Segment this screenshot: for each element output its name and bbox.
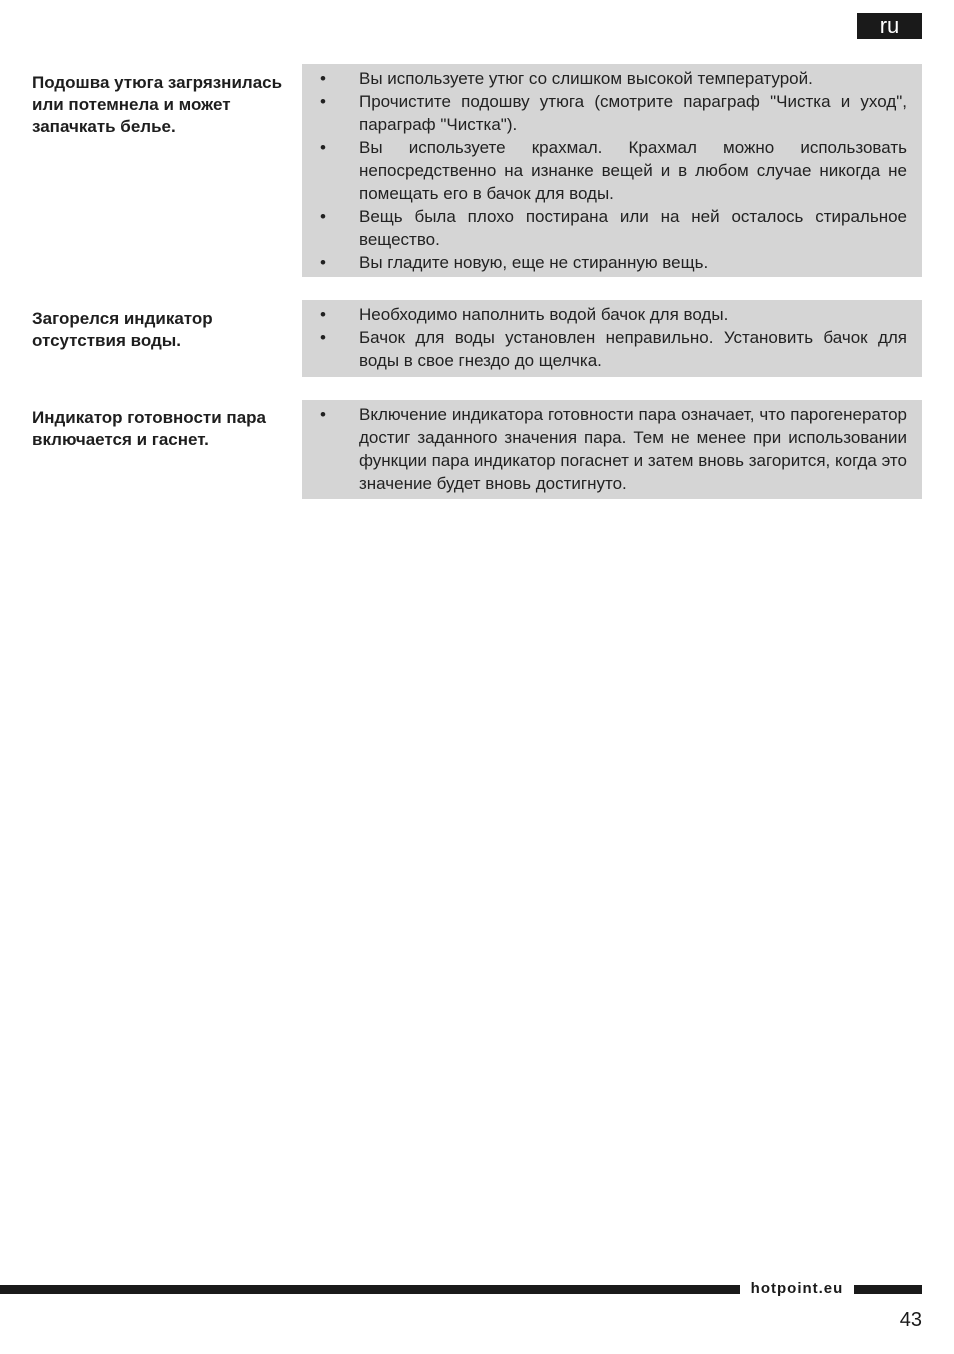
bullet-icon: •	[320, 207, 326, 226]
footer-rule-right	[854, 1285, 922, 1294]
bullet-icon: •	[320, 69, 326, 88]
bullet-icon: •	[320, 305, 326, 324]
solution-text: Вещь была плохо постирана или на ней осталось стиральное вещество.	[359, 207, 907, 249]
solution-item	[317, 326, 907, 372]
solution-text: Вы используете крахмал. Крахмал можно использовать непосредственно на изнанке вещей и в любом случае никогда не помещать его в бачок для воды.	[359, 138, 907, 203]
page-number: 43	[899, 1309, 922, 1331]
solution-item	[317, 67, 907, 90]
bullet-icon: •	[320, 253, 326, 272]
solution-item	[317, 205, 907, 251]
solution-list	[317, 403, 907, 495]
solution-text: Прочистите подошву утюга (смотрите параграф "Чистка и уход", параграф "Чистка").	[359, 92, 907, 134]
footer-rule-left	[0, 1285, 740, 1294]
solution-item	[317, 136, 907, 205]
solution-text: Бачок для воды установлен неправильно. Установить бачок для воды в свое гнездо до щелчка.	[359, 328, 907, 370]
solution-list	[317, 67, 907, 274]
bullet-icon: •	[320, 92, 326, 111]
bullet-icon: •	[320, 405, 326, 424]
solution-text: Включение индикатора готовности пара означает, что парогенератор достиг заданного значения пара. Тем не менее при использовании функции пара индикатор погаснет и затем вновь загорится, когда это значение будет вновь достигнуто.	[359, 405, 907, 493]
problem-steam-ready-indicator: Индикатор готовности пара включается и гаснет.	[32, 408, 266, 449]
solution-box-no-water-indicator	[302, 300, 922, 377]
footer-brand: hotpoint.eu	[750, 1280, 844, 1297]
bullet-icon: •	[320, 138, 326, 157]
solution-item	[317, 90, 907, 136]
solution-item	[317, 251, 907, 274]
solution-list	[317, 303, 907, 372]
solution-text: Вы гладите новую, еще не стиранную вещь.	[359, 253, 709, 272]
solution-box-soleplate-dirty	[302, 64, 922, 277]
solution-text: Необходимо наполнить водой бачок для воды.	[359, 305, 729, 324]
problem-no-water-indicator: Загорелся индикатор отсутствия воды.	[32, 309, 213, 350]
problem-soleplate-dirty: Подошва утюга загрязнилась или потемнела и может запачкать белье.	[32, 73, 283, 136]
solution-item	[317, 403, 907, 495]
solution-box-steam-ready-indicator	[302, 400, 922, 499]
solution-item	[317, 303, 907, 326]
language-badge: ru	[857, 13, 922, 39]
bullet-icon: •	[320, 328, 326, 347]
solution-text: Вы используете утюг со слишком высокой температурой.	[359, 69, 813, 88]
